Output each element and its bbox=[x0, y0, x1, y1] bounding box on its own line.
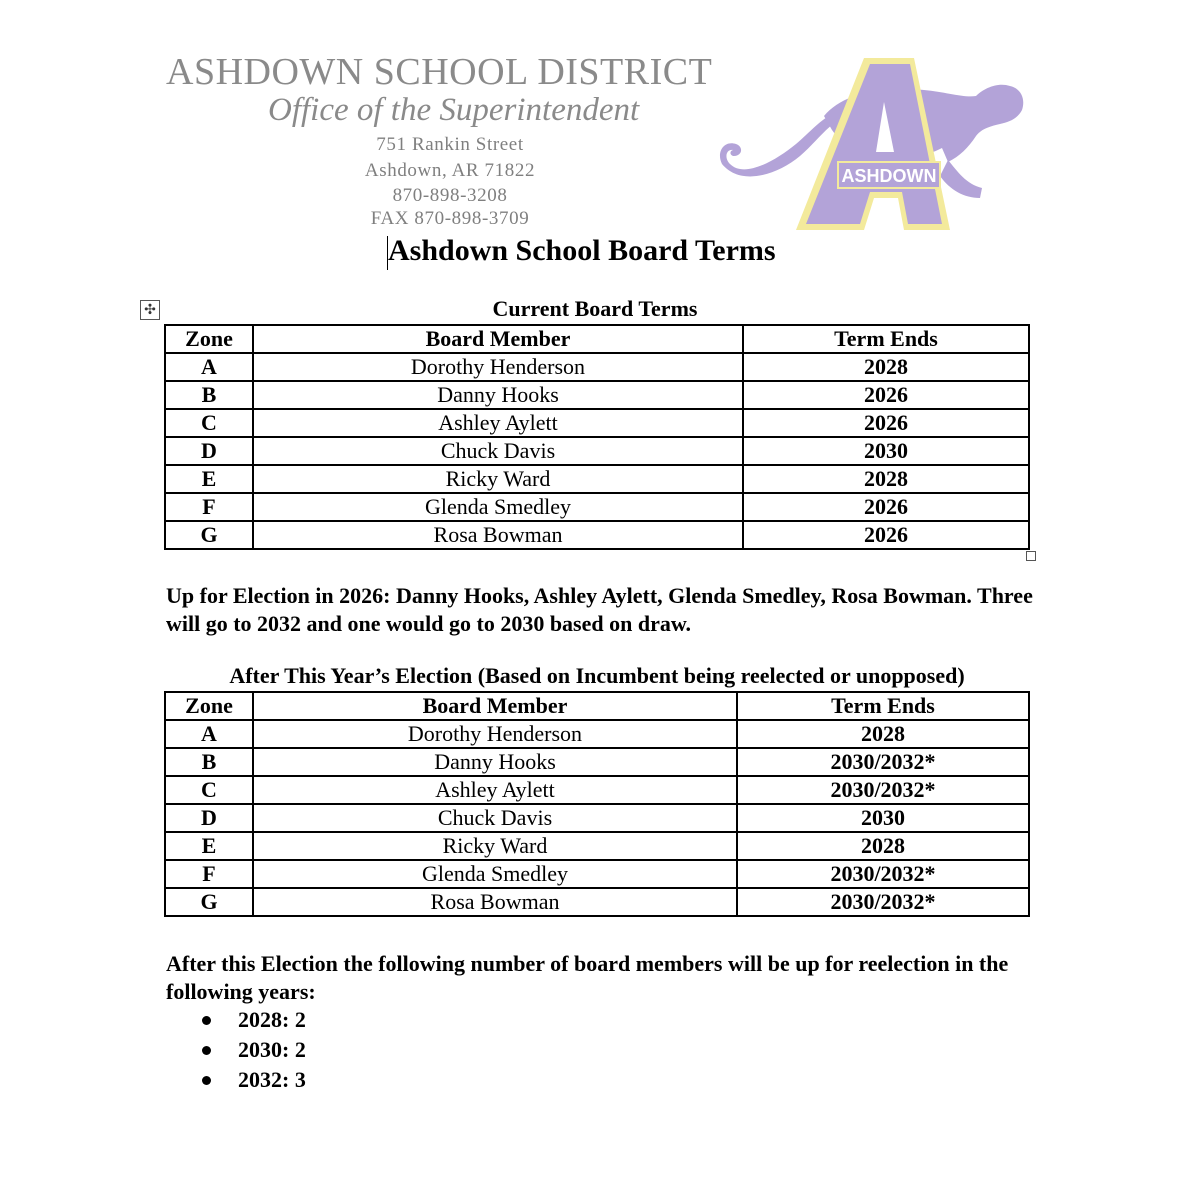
term-cell: 2030/2032* bbox=[737, 776, 1029, 804]
office-subtitle: Office of the Superintendent bbox=[268, 92, 640, 128]
zone-cell: B bbox=[165, 748, 253, 776]
zone-cell: F bbox=[165, 493, 253, 521]
table-row bbox=[165, 804, 1029, 832]
member-cell: Ricky Ward bbox=[253, 832, 737, 860]
table-row bbox=[165, 353, 1029, 381]
member-cell: Dorothy Henderson bbox=[253, 720, 737, 748]
logo-panther-legs bbox=[940, 160, 982, 198]
table-row bbox=[165, 437, 1029, 465]
table-row bbox=[165, 776, 1029, 804]
table-row bbox=[165, 409, 1029, 437]
term-cell: 2030/2032* bbox=[737, 748, 1029, 776]
member-cell: Danny Hooks bbox=[253, 748, 737, 776]
zone-cell: G bbox=[165, 521, 253, 549]
logo-banner-text: ASHDOWN bbox=[841, 166, 937, 186]
term-cell: 2028 bbox=[743, 465, 1029, 493]
after-election-table bbox=[164, 691, 1030, 917]
after-table-caption: After This Year’s Election (Based on Incumbent being reelected or unopposed) bbox=[229, 663, 965, 688]
list-item-text: 2028: 2 bbox=[238, 1007, 306, 1032]
header-zone: Zone bbox=[165, 325, 253, 353]
term-cell: 2026 bbox=[743, 409, 1029, 437]
bullet-icon bbox=[202, 1046, 211, 1055]
list-item-text: 2032: 3 bbox=[238, 1067, 306, 1092]
zone-cell: C bbox=[165, 409, 253, 437]
term-cell: 2028 bbox=[743, 353, 1029, 381]
table-header-row bbox=[165, 692, 1029, 720]
zone-cell: D bbox=[165, 804, 253, 832]
zone-cell: E bbox=[165, 465, 253, 493]
header-board-member: Board Member bbox=[253, 692, 737, 720]
bullet-icon bbox=[202, 1076, 211, 1085]
logo-panther-tail bbox=[720, 114, 836, 176]
table-row bbox=[165, 493, 1029, 521]
member-cell: Rosa Bowman bbox=[253, 888, 737, 916]
term-cell: 2028 bbox=[737, 720, 1029, 748]
fax-number: FAX 870-898-3709 bbox=[370, 208, 530, 229]
member-cell: Rosa Bowman bbox=[253, 521, 743, 549]
list-item bbox=[200, 1005, 306, 1035]
term-cell: 2026 bbox=[743, 521, 1029, 549]
table-row bbox=[165, 860, 1029, 888]
member-cell: Danny Hooks bbox=[253, 381, 743, 409]
term-cell: 2026 bbox=[743, 381, 1029, 409]
address-city: Ashdown, AR 71822 bbox=[364, 160, 536, 181]
address-street: 751 Rankin Street bbox=[376, 134, 524, 155]
term-cell: 2026 bbox=[743, 493, 1029, 521]
list-item bbox=[200, 1065, 306, 1095]
member-cell: Dorothy Henderson bbox=[253, 353, 743, 381]
member-cell: Glenda Smedley bbox=[253, 860, 737, 888]
term-cell: 2030 bbox=[737, 804, 1029, 832]
reelection-note: After this Election the following number of board members will be up for reelection in the following years: bbox=[166, 951, 1009, 1004]
table-row bbox=[165, 381, 1029, 409]
logo-letter-a-shape bbox=[806, 64, 942, 224]
zone-cell: A bbox=[165, 353, 253, 381]
member-cell: Chuck Davis bbox=[253, 804, 737, 832]
zone-cell: C bbox=[165, 776, 253, 804]
table-move-handle[interactable]: ✣ bbox=[140, 300, 160, 320]
table-row bbox=[165, 521, 1029, 549]
member-cell: Ashley Aylett bbox=[253, 409, 743, 437]
header-board-member: Board Member bbox=[253, 325, 743, 353]
header-term-ends: Term Ends bbox=[737, 692, 1029, 720]
list-item-text: 2030: 2 bbox=[238, 1037, 306, 1062]
zone-cell: A bbox=[165, 720, 253, 748]
member-cell: Ricky Ward bbox=[253, 465, 743, 493]
table-resize-handle[interactable] bbox=[1026, 551, 1036, 561]
term-cell: 2030 bbox=[743, 437, 1029, 465]
current-terms-table bbox=[164, 324, 1030, 550]
current-table-caption: Current Board Terms bbox=[492, 296, 698, 321]
member-cell: Glenda Smedley bbox=[253, 493, 743, 521]
header-term-ends: Term Ends bbox=[743, 325, 1029, 353]
zone-cell: E bbox=[165, 832, 253, 860]
list-item bbox=[200, 1035, 306, 1065]
term-cell: 2030/2032* bbox=[737, 860, 1029, 888]
page-title: Ashdown School Board Terms bbox=[388, 234, 776, 267]
table-header-row bbox=[165, 325, 1029, 353]
table-row bbox=[165, 720, 1029, 748]
zone-cell: G bbox=[165, 888, 253, 916]
term-cell: 2030/2032* bbox=[737, 888, 1029, 916]
table-row bbox=[165, 748, 1029, 776]
zone-cell: B bbox=[165, 381, 253, 409]
bullet-icon bbox=[202, 1016, 211, 1025]
member-cell: Chuck Davis bbox=[253, 437, 743, 465]
reelection-year-list bbox=[200, 1005, 306, 1095]
table-row bbox=[165, 832, 1029, 860]
election-note: Up for Election in 2026: Danny Hooks, Ashley Aylett, Glenda Smedley, Rosa Bowman. Three will go to 2032 and one would go to 2030 based on draw. bbox=[166, 583, 1033, 636]
phone-number: 870-898-3208 bbox=[392, 185, 508, 206]
table-row bbox=[165, 465, 1029, 493]
header-zone: Zone bbox=[165, 692, 253, 720]
district-name: ASHDOWN SCHOOL DISTRICT bbox=[166, 51, 713, 93]
term-cell: 2028 bbox=[737, 832, 1029, 860]
member-cell: Ashley Aylett bbox=[253, 776, 737, 804]
zone-cell: F bbox=[165, 860, 253, 888]
table-row bbox=[165, 888, 1029, 916]
zone-cell: D bbox=[165, 437, 253, 465]
ashdown-panther-logo bbox=[714, 52, 1034, 234]
